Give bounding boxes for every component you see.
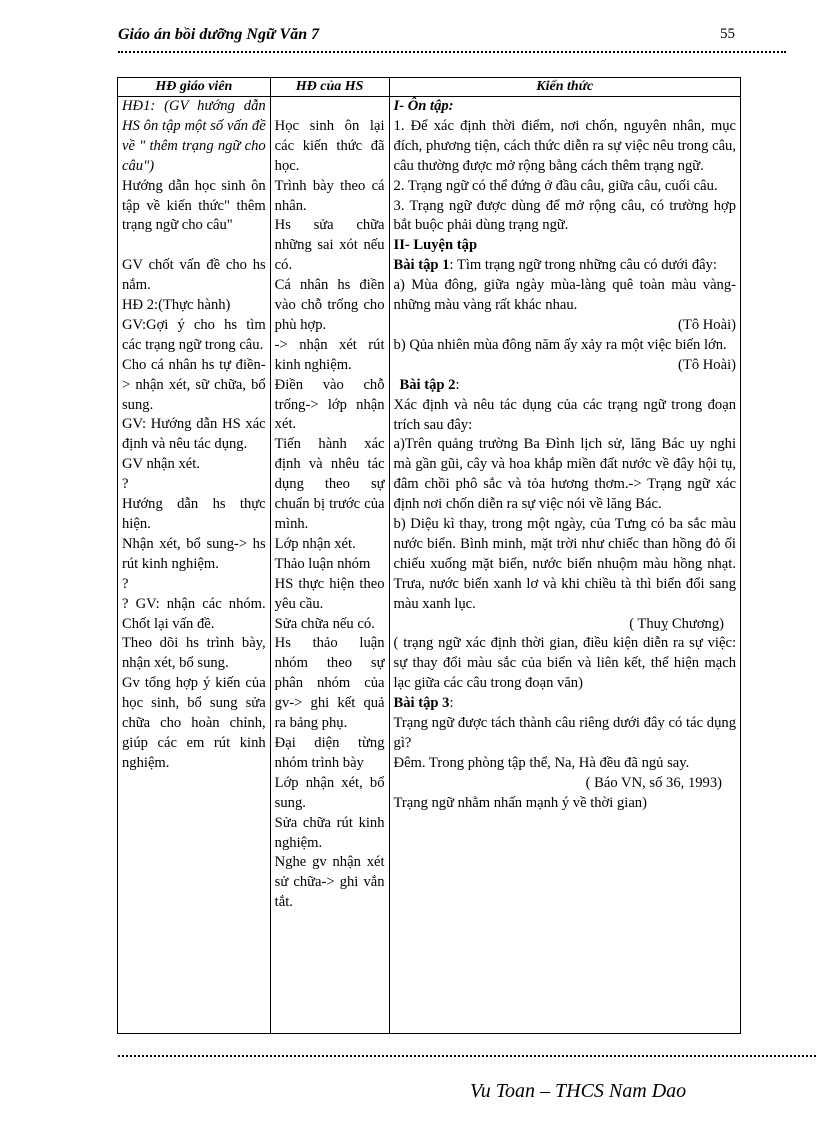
- footer-divider: [118, 1055, 816, 1057]
- student-activity: Sửa chữa nếu có.: [274, 615, 375, 632]
- student-activity: Cá nhân hs điền vào chỗ trống cho phù hợp.: [274, 277, 385, 333]
- exercise-3-text: Trạng ngữ được tách thành câu riêng dưới đây có tác dụng gì?: [393, 715, 736, 751]
- exercise-2-colon: :: [455, 376, 460, 393]
- header-divider: [118, 51, 786, 53]
- teacher-activity: Cho cá nhân hs tự điền-> nhận xét, sữ chữa, bổ sung.: [122, 356, 266, 413]
- exercise-3-colon: :: [449, 695, 454, 712]
- student-activity: Thảo luận nhóm: [274, 555, 371, 572]
- exercise-1-label: Bài tập 1: [393, 257, 450, 274]
- teacher-activity: GV:Gợi ý cho hs tìm các trạng ngữ trong câu.: [122, 316, 266, 353]
- student-activity: -> nhận xét rút kinh nghiệm.: [274, 336, 385, 373]
- knowledge-point: 2. Trạng ngữ có thể đứng ở đầu câu, giữa câu, cuối câu.: [393, 177, 718, 194]
- exercise-1-a: a) Mùa đông, giữa ngày mùa-làng quê toàn màu vàng- những màu vàng rất khác nhau.: [393, 277, 736, 314]
- exercise-2-label: Bài tập 2: [399, 376, 456, 393]
- knowledge-point: 1. Để xác định thời điểm, nơi chốn, nguyên nhân, mục đích, phương tiện, cách thức diễn ra sự việc nêu trong câu, câu thường được mở rộng bằng cách thêm trạng ngữ.: [393, 117, 736, 174]
- page-number: 55: [720, 26, 735, 42]
- knowledge-cell: [389, 97, 740, 1034]
- knowledge-point: 3. Trạng ngữ được dùng để mở rộng câu, có trường hợp bắt buộc phải dùng trạng ngữ.: [393, 197, 736, 234]
- student-activity: Nghe gv nhận xét sử chữa-> ghi vắn tắt.: [274, 854, 385, 911]
- column-header-teacher: HĐ giáo viên: [118, 78, 271, 97]
- teacher-activity: Hướng dẫn học sinh ôn tập về kiến thức" thêm trạng ngữ cho câu": [122, 177, 266, 234]
- student-activities-cell: [270, 97, 389, 1034]
- teacher-activity: Hướng dẫn hs thực hiện.: [122, 496, 266, 533]
- exercise-2-note: ( trạng ngữ xác định thời gian, điều kiện diễn ra sự việc: sự thay đổi màu sắc của biển và liên kết, thể hiện mạch lạc giữa các câu trong đoạn văn): [393, 635, 736, 692]
- student-activity: Trình bày theo cá nhân.: [274, 177, 385, 214]
- student-activity: Sửa chữa rút kinh nghiệm.: [274, 814, 385, 851]
- student-activity: Lớp nhận xét.: [274, 535, 356, 552]
- column-header-knowledge: Kiến thức: [389, 78, 740, 97]
- exercise-1-a-source: (Tô Hoài): [678, 316, 736, 333]
- exercise-2-b: b) Diệu kì thay, trong một ngày, của Tưng có ba sắc màu nước biển. Bình minh, mặt trời như chiếc than hồng đỏ ối chiếu xuống mặt biển, nước biển nhuộm màu hồng nhạt. Trưa, nước biển xanh lơ và khi chiều tà thì biển đổi sang màu xanh lục.: [393, 516, 736, 612]
- teacher-activity: Gv tổng hợp ý kiến của học sinh, bổ sung sửa chữa cho hoàn chỉnh, giúp các em rút kinh nghiệm.: [122, 675, 266, 771]
- exercise-1-text: : Tìm trạng ngữ trong những câu có dưới đây:: [449, 257, 717, 274]
- teacher-activity: GV nhận xét.: [122, 456, 200, 473]
- student-activity: Hs thảo luận nhóm theo sự phân nhóm của gv-> ghi kết quả ra bảng phụ.: [274, 635, 385, 732]
- column-header-student: HĐ của HS: [270, 78, 389, 97]
- table-body-row: [118, 97, 741, 1034]
- exercise-2-a: a)Trên quảng trường Ba Đình lịch sử, lăng Bác uy nghi mà gần gũi, cây và hoa khắp miền đất nước về đây hội tụ, đâm chồi phô sắc và tỏa hương thơm.-> Trạng ngữ xác định nơi chốn diễn ra sự việc nói về lăng Bác.: [393, 436, 736, 513]
- student-activity: Tiến hành xác định và nhêu tác dụng theo sự chuẩn bị trước của mình.: [274, 436, 385, 533]
- student-activity: Đại diện từng nhóm trình bày: [274, 734, 385, 771]
- student-activity: Lớp nhận xét, bổ sung.: [274, 774, 385, 811]
- student-activity: Học sinh ôn lại các kiến thức đã học.: [274, 117, 385, 174]
- teacher-activity: HĐ 2:(Thực hành): [122, 297, 231, 314]
- teacher-activity: ?: [122, 476, 129, 493]
- document-header-title: Giáo án bồi dưỡng Ngữ Văn 7: [118, 26, 320, 43]
- section-heading-practice: II- Luyện tập: [393, 237, 478, 254]
- student-activity: Hs sửa chữa những sai xót nếu có.: [274, 217, 385, 274]
- teacher-activity: Theo dõi hs trình bày, nhận xét, bổ sung.: [122, 635, 266, 672]
- teacher-activity: GV: Hướng dẫn HS xác định và nêu tác dụng.: [122, 416, 266, 453]
- exercise-2-text: Xác định và nêu tác dụng của các trạng ngữ trong đoạn trích sau đây:: [393, 396, 736, 433]
- teacher-activity: ? GV: nhận các nhóm. Chốt lại vấn đề.: [122, 595, 266, 632]
- exercise-3-answer: Trạng ngữ nhằm nhấn mạnh ý về thời gian): [393, 794, 647, 811]
- exercise-3-example: Đêm. Trong phòng tập thể, Na, Hà đều đã ngủ say.: [393, 754, 690, 771]
- exercise-2-b-source: ( Thuỵ Chương): [629, 615, 724, 632]
- footer-author: Vu Toan – THCS Nam Dao: [470, 1080, 687, 1102]
- exercise-3-source: ( Báo VN, số 36, 1993): [585, 774, 722, 791]
- teacher-activity: GV chốt vấn đề cho hs nắm.: [122, 257, 266, 294]
- section-heading-review: I- Ôn tập:: [393, 98, 454, 114]
- exercise-3-label: Bài tập 3: [393, 695, 450, 712]
- student-activity: Điền vào chỗ trống-> lớp nhận xét.: [274, 376, 385, 433]
- exercise-1-b-source: (Tô Hoài): [678, 356, 736, 373]
- teacher-activity: ?: [122, 575, 129, 592]
- student-activity: HS thực hiện theo yêu cầu.: [274, 575, 385, 612]
- teacher-activity: Nhận xét, bổ sung-> hs rút kinh nghiệm.: [122, 535, 266, 572]
- teacher-activity: HĐ1: (GV hướng dẫn HS ôn tập một số vấn đề về " thêm trạng ngữ cho câu"): [122, 98, 266, 174]
- teacher-activities-cell: [118, 97, 271, 1034]
- table-header-row: [118, 78, 741, 97]
- lesson-table: [117, 77, 741, 1034]
- exercise-1-b: b) Qủa nhiên mùa đông năm ấy xảy ra một việc biến lớn.: [393, 336, 727, 353]
